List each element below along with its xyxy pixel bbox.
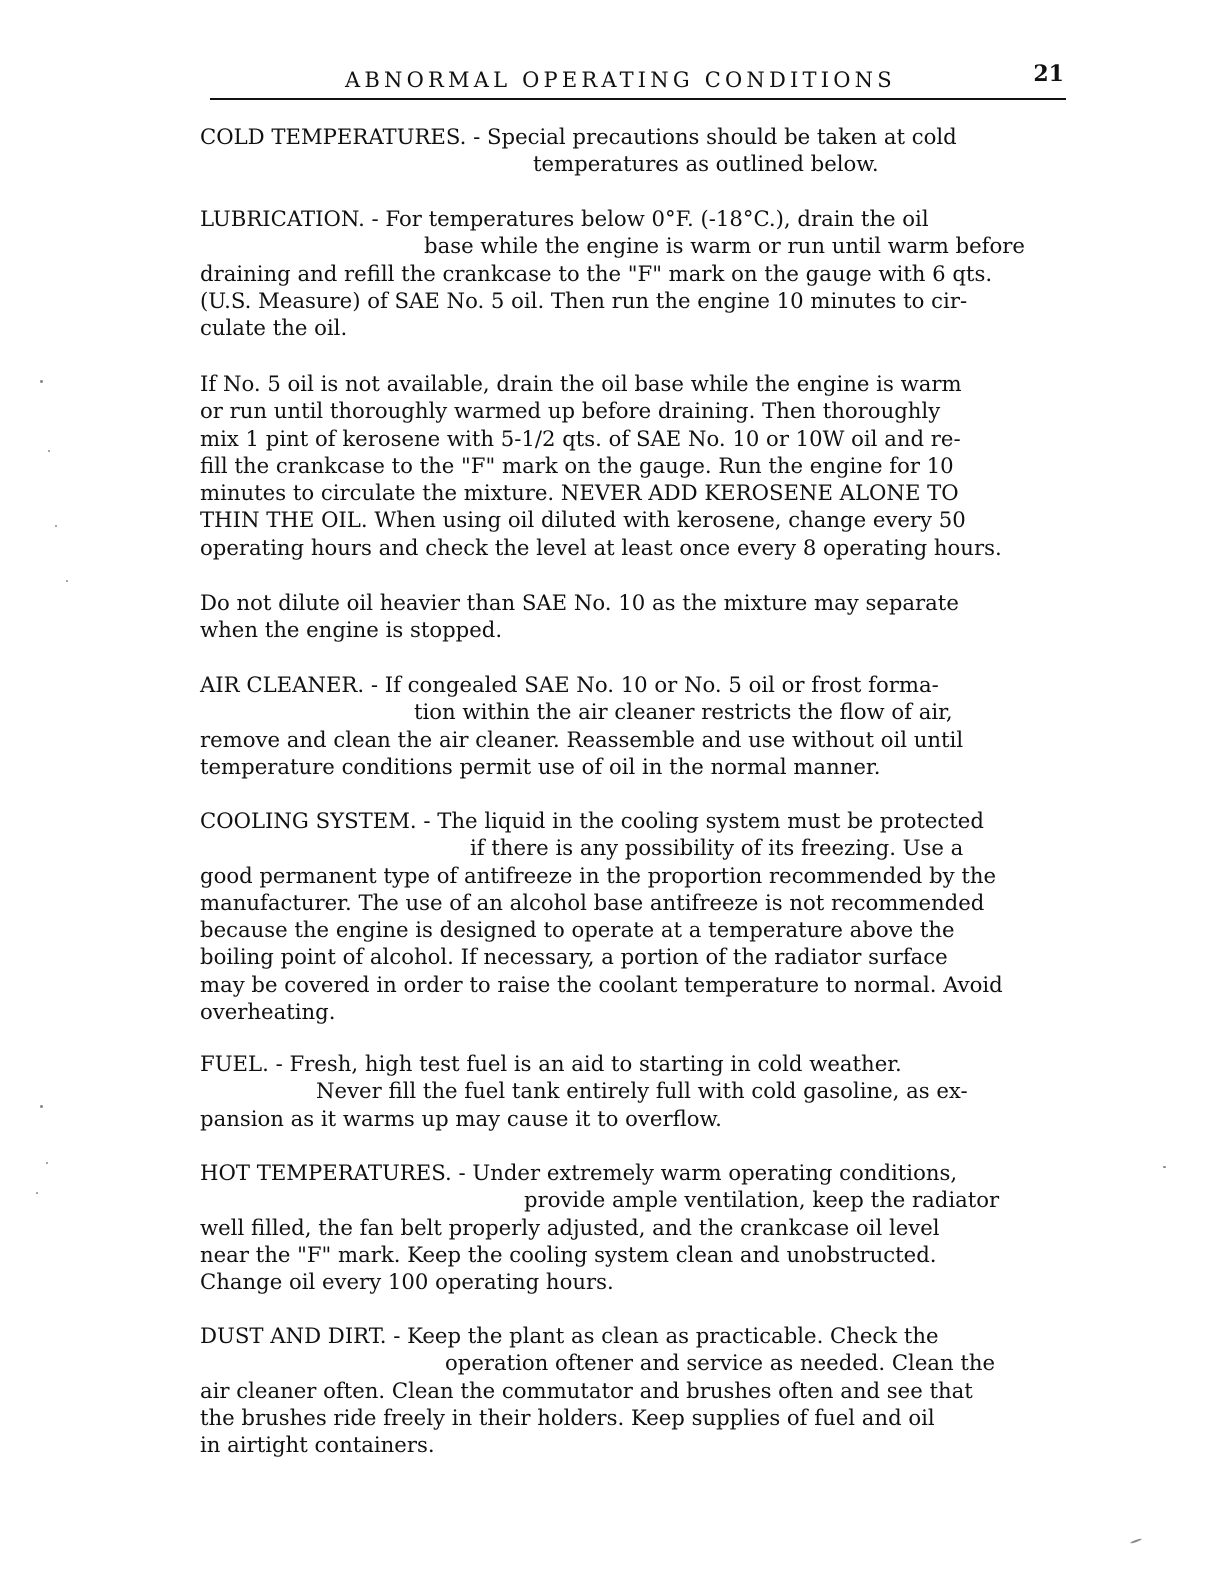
text-line: AIR CLEANER. - If congealed SAE No. 10 or No. 5 oil or frost forma- [200, 672, 939, 697]
text-line: when the engine is stopped. [200, 617, 503, 643]
text-line: FUEL. - Fresh, high test fuel is an aid to starting in cold weather. [200, 1051, 902, 1076]
text-line: air cleaner often. Clean the commutator and brushes often and see that [200, 1377, 973, 1403]
text-line: minutes to circulate the mixture. NEVER ADD KEROSENE ALONE TO [200, 480, 959, 506]
text-line: if there is any possibility of its freezing. Use a [470, 835, 964, 861]
text-line: Change oil every 100 operating hours. [200, 1269, 614, 1295]
text-line: because the engine is designed to operate at a temperature above the [200, 917, 955, 943]
text-line: well filled, the fan belt properly adjusted, and the crankcase oil level [200, 1214, 940, 1240]
dilute-paragraph [200, 589, 1100, 644]
text-line: LUBRICATION. - For temperatures below 0°F. (-18°C.), drain the oil [200, 206, 929, 231]
text-line: culate the oil. [200, 315, 348, 341]
text-line: overheating. [200, 999, 336, 1025]
text-line: boiling point of alcohol. If necessary, a portion of the radiator surface [200, 944, 948, 970]
scan-speck [40, 380, 43, 383]
text-line: temperature conditions permit use of oil in the normal manner. [200, 753, 881, 779]
cooling-system-paragraph [200, 807, 1100, 1025]
text-line: good permanent type of antifreeze in the proportion recommended by the [200, 862, 997, 888]
text-line: operation oftener and service as needed. Clean the [445, 1350, 996, 1376]
air-cleaner-paragraph [200, 671, 1100, 780]
hot-temperatures-paragraph [200, 1159, 1100, 1295]
kerosene-paragraph [200, 370, 1100, 561]
header-title: ABNORMAL OPERATING CONDITIONS [345, 68, 896, 92]
text-line: provide ample ventilation, keep the radiator [524, 1187, 1000, 1213]
text-line: fill the crankcase to the "F" mark on the gauge. Run the engine for 10 [200, 452, 954, 478]
text-line: Do not dilute oil heavier than SAE No. 10 as the mixture may separate [200, 590, 959, 615]
text-line: THIN THE OIL. When using oil diluted with kerosene, change every 50 [200, 507, 966, 533]
fuel-paragraph [200, 1050, 1100, 1132]
text-line: DUST AND DIRT. - Keep the plant as clean as practicable. Check the [200, 1323, 939, 1348]
text-line: remove and clean the air cleaner. Reassemble and use without oil until [200, 726, 964, 752]
text-line: If No. 5 oil is not available, drain the oil base while the engine is warm [200, 371, 962, 396]
text-line: near the "F" mark. Keep the cooling system clean and unobstructed. [200, 1241, 937, 1267]
text-line: operating hours and check the level at least once every 8 operating hours. [200, 534, 1002, 560]
scan-speck [66, 580, 68, 582]
text-line: Never fill the fuel tank entirely full with cold gasoline, as ex- [316, 1078, 968, 1104]
scan-speck [55, 525, 57, 527]
text-line: pansion as it warms up may cause it to overflow. [200, 1105, 722, 1131]
scan-speck [1130, 1538, 1142, 1544]
scan-speck [1163, 1166, 1166, 1168]
text-line: base while the engine is warm or run until warm before [424, 233, 1025, 259]
text-line: (U.S. Measure) of SAE No. 5 oil. Then run the engine 10 minutes to cir- [200, 287, 968, 313]
cold-temperatures-paragraph [200, 123, 1100, 178]
text-line: draining and refill the crankcase to the "F" mark on the gauge with 6 qts. [200, 260, 993, 286]
text-line: COLD TEMPERATURES. - Special precautions should be taken at cold [200, 124, 957, 149]
text-line: manufacturer. The use of an alcohol base antifreeze is not recommended [200, 889, 985, 915]
text-line: HOT TEMPERATURES. - Under extremely warm operating conditions, [200, 1160, 958, 1185]
scan-speck [48, 450, 50, 452]
dust-and-dirt-paragraph [200, 1322, 1100, 1458]
text-line: may be covered in order to raise the coolant temperature to normal. Avoid [200, 971, 1003, 997]
text-line: the brushes ride freely in their holders. Keep supplies of fuel and oil [200, 1404, 935, 1430]
page-header [210, 58, 1066, 100]
scan-speck [36, 1192, 38, 1194]
page-number: 21 [1033, 61, 1064, 87]
text-line: tion within the air cleaner restricts the flow of air, [414, 699, 953, 725]
text-line: in airtight containers. [200, 1432, 435, 1458]
text-line: or run until thoroughly warmed up before draining. Then thoroughly [200, 398, 941, 424]
scan-speck [46, 1162, 48, 1164]
text-line: COOLING SYSTEM. - The liquid in the cooling system must be protected [200, 808, 984, 833]
text-line: mix 1 pint of kerosene with 5-1/2 qts. of SAE No. 10 or 10W oil and re- [200, 425, 961, 451]
lubrication-paragraph [200, 205, 1100, 341]
scan-speck [40, 1105, 43, 1108]
text-line: temperatures as outlined below. [533, 151, 879, 177]
